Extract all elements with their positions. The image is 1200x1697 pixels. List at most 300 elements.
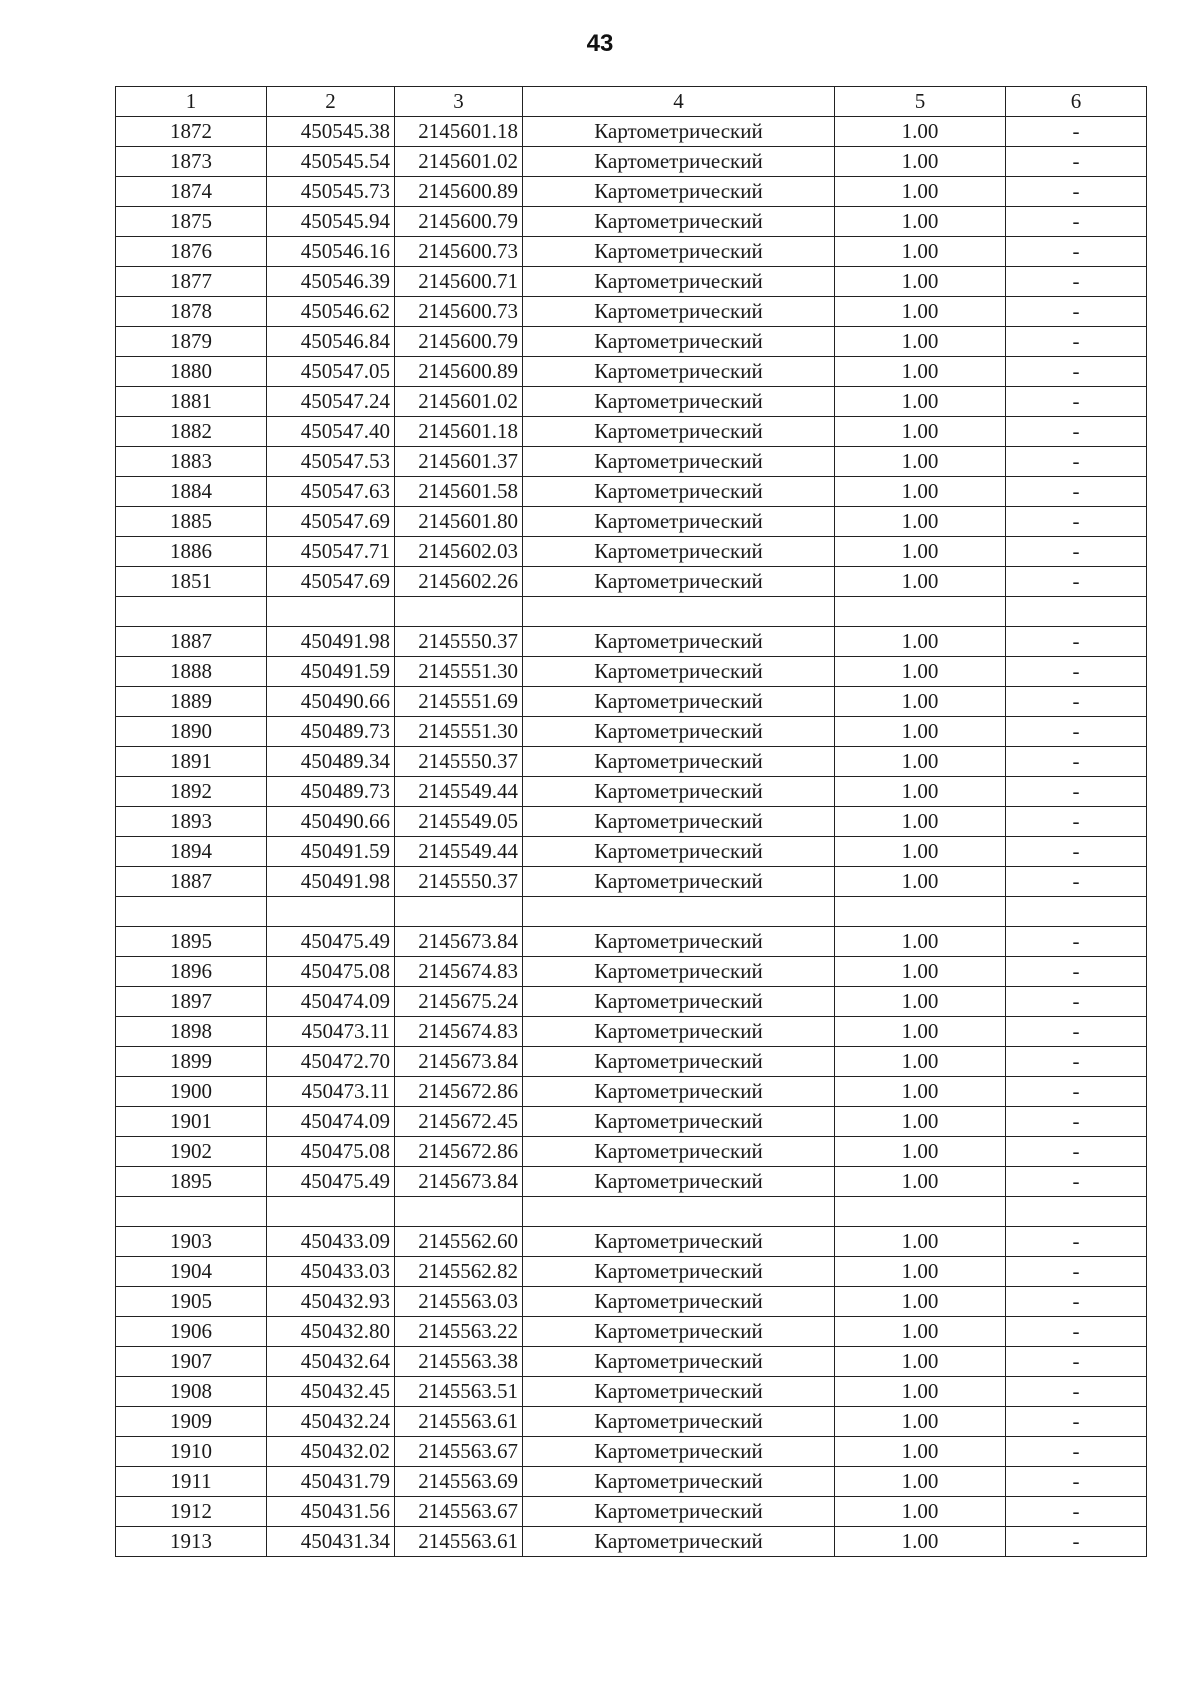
method-cell [523,897,835,927]
method-cell: Картометрический [523,1047,835,1077]
table-row [116,777,1147,807]
method-cell: Картометрический [523,1167,835,1197]
method-cell: Картометрический [523,1287,835,1317]
method-cell: Картометрический [523,567,835,597]
x-coordinate-cell: 450491.98 [267,867,395,897]
table-row [116,1497,1147,1527]
note-cell: - [1006,177,1147,207]
note-cell: - [1006,627,1147,657]
method-cell: Картометрический [523,327,835,357]
x-coordinate-cell: 450489.34 [267,747,395,777]
x-coordinate-cell: 450475.49 [267,1167,395,1197]
y-coordinate-cell: 2145549.44 [395,837,523,867]
point-number-cell: 1893 [116,807,267,837]
y-coordinate-cell: 2145602.26 [395,567,523,597]
table-row [116,147,1147,177]
note-cell: - [1006,687,1147,717]
note-cell: - [1006,237,1147,267]
point-number-cell: 1913 [116,1527,267,1557]
note-cell: - [1006,507,1147,537]
accuracy-cell: 1.00 [835,777,1006,807]
note-cell: - [1006,1467,1147,1497]
x-coordinate-cell [267,597,395,627]
x-coordinate-cell: 450475.49 [267,927,395,957]
table-row [116,1167,1147,1197]
y-coordinate-cell [395,597,523,627]
note-cell: - [1006,567,1147,597]
y-coordinate-cell: 2145674.83 [395,1017,523,1047]
x-coordinate-cell: 450546.39 [267,267,395,297]
accuracy-cell: 1.00 [835,147,1006,177]
method-cell: Картометрический [523,1527,835,1557]
table-row [116,837,1147,867]
point-number-cell: 1888 [116,657,267,687]
point-number-cell: 1873 [116,147,267,177]
table-row [116,1407,1147,1437]
table-row [116,957,1147,987]
accuracy-cell: 1.00 [835,237,1006,267]
table-row [116,1257,1147,1287]
y-coordinate-cell: 2145672.86 [395,1137,523,1167]
note-cell: - [1006,1107,1147,1137]
method-cell: Картометрический [523,957,835,987]
table-row [116,567,1147,597]
accuracy-cell: 1.00 [835,987,1006,1017]
method-cell: Картометрический [523,147,835,177]
y-coordinate-cell: 2145600.89 [395,177,523,207]
y-coordinate-cell: 2145563.61 [395,1527,523,1557]
point-number-cell [116,597,267,627]
y-coordinate-cell: 2145562.82 [395,1257,523,1287]
note-cell: - [1006,957,1147,987]
accuracy-cell: 1.00 [835,1467,1006,1497]
method-cell: Картометрический [523,1227,835,1257]
y-coordinate-cell: 2145562.60 [395,1227,523,1257]
table-row [116,537,1147,567]
accuracy-cell: 1.00 [835,327,1006,357]
accuracy-cell: 1.00 [835,717,1006,747]
note-cell: - [1006,1167,1147,1197]
y-coordinate-cell: 2145563.22 [395,1317,523,1347]
point-number-cell: 1912 [116,1497,267,1527]
note-cell: - [1006,1017,1147,1047]
point-number-cell: 1876 [116,237,267,267]
y-coordinate-cell: 2145601.58 [395,477,523,507]
table-row [116,1227,1147,1257]
table-row [116,297,1147,327]
method-cell: Картометрический [523,1137,835,1167]
note-cell: - [1006,1227,1147,1257]
accuracy-cell: 1.00 [835,1377,1006,1407]
y-coordinate-cell: 2145563.51 [395,1377,523,1407]
y-coordinate-cell: 2145674.83 [395,957,523,987]
point-number-cell: 1880 [116,357,267,387]
table-row [116,807,1147,837]
accuracy-cell: 1.00 [835,1407,1006,1437]
y-coordinate-cell: 2145675.24 [395,987,523,1017]
column-header-6: 6 [1006,87,1147,117]
accuracy-cell: 1.00 [835,1107,1006,1137]
x-coordinate-cell: 450432.24 [267,1407,395,1437]
table-row [116,1287,1147,1317]
method-cell: Картометрический [523,387,835,417]
y-coordinate-cell [395,897,523,927]
column-header-5: 5 [835,87,1006,117]
accuracy-cell: 1.00 [835,1077,1006,1107]
accuracy-cell: 1.00 [835,867,1006,897]
point-number-cell: 1886 [116,537,267,567]
table-row [116,1107,1147,1137]
method-cell: Картометрический [523,1077,835,1107]
note-cell: - [1006,1317,1147,1347]
method-cell: Картометрический [523,1437,835,1467]
table-row [116,357,1147,387]
coordinates-table [115,86,1147,1557]
y-coordinate-cell: 2145601.37 [395,447,523,477]
table-row [116,1527,1147,1557]
accuracy-cell: 1.00 [835,657,1006,687]
table-body [116,117,1147,1557]
method-cell: Картометрический [523,237,835,267]
method-cell: Картометрический [523,867,835,897]
note-cell [1006,897,1147,927]
point-number-cell: 1901 [116,1107,267,1137]
table-row [116,1437,1147,1467]
accuracy-cell: 1.00 [835,747,1006,777]
method-cell: Картометрический [523,927,835,957]
method-cell: Картометрический [523,177,835,207]
x-coordinate-cell: 450546.16 [267,237,395,267]
point-number-cell: 1896 [116,957,267,987]
x-coordinate-cell: 450547.69 [267,567,395,597]
y-coordinate-cell: 2145550.37 [395,867,523,897]
x-coordinate-cell: 450431.56 [267,1497,395,1527]
method-cell: Картометрический [523,837,835,867]
table-row [116,117,1147,147]
separator-row [116,897,1147,927]
accuracy-cell [835,1197,1006,1227]
method-cell: Картометрический [523,717,835,747]
x-coordinate-cell: 450546.84 [267,327,395,357]
y-coordinate-cell: 2145600.79 [395,207,523,237]
point-number-cell: 1885 [116,507,267,537]
y-coordinate-cell: 2145563.69 [395,1467,523,1497]
y-coordinate-cell: 2145601.02 [395,147,523,177]
table-row [116,207,1147,237]
table-row [116,867,1147,897]
point-number-cell: 1851 [116,567,267,597]
point-number-cell: 1911 [116,1467,267,1497]
point-number-cell: 1892 [116,777,267,807]
method-cell: Картометрический [523,747,835,777]
note-cell: - [1006,927,1147,957]
x-coordinate-cell: 450432.45 [267,1377,395,1407]
note-cell: - [1006,1527,1147,1557]
x-coordinate-cell: 450547.69 [267,507,395,537]
x-coordinate-cell: 450432.02 [267,1437,395,1467]
x-coordinate-cell: 450475.08 [267,957,395,987]
table-row [116,507,1147,537]
accuracy-cell: 1.00 [835,1257,1006,1287]
method-cell: Картометрический [523,1377,835,1407]
point-number-cell: 1903 [116,1227,267,1257]
table-row [116,327,1147,357]
y-coordinate-cell: 2145563.03 [395,1287,523,1317]
table-row [116,987,1147,1017]
method-cell: Картометрический [523,627,835,657]
point-number-cell: 1900 [116,1077,267,1107]
note-cell: - [1006,987,1147,1017]
x-coordinate-cell: 450547.05 [267,357,395,387]
accuracy-cell: 1.00 [835,1437,1006,1467]
method-cell: Картометрический [523,207,835,237]
point-number-cell [116,1197,267,1227]
table-row [116,237,1147,267]
y-coordinate-cell: 2145550.37 [395,627,523,657]
x-coordinate-cell: 450547.53 [267,447,395,477]
point-number-cell: 1898 [116,1017,267,1047]
y-coordinate-cell: 2145551.69 [395,687,523,717]
table-row [116,1347,1147,1377]
method-cell: Картометрический [523,1257,835,1287]
separator-row [116,597,1147,627]
note-cell: - [1006,1497,1147,1527]
y-coordinate-cell: 2145601.80 [395,507,523,537]
method-cell: Картометрический [523,1347,835,1377]
x-coordinate-cell: 450475.08 [267,1137,395,1167]
x-coordinate-cell: 450491.59 [267,837,395,867]
point-number-cell: 1887 [116,867,267,897]
accuracy-cell: 1.00 [835,267,1006,297]
y-coordinate-cell: 2145601.18 [395,417,523,447]
point-number-cell: 1907 [116,1347,267,1377]
point-number-cell: 1895 [116,1167,267,1197]
accuracy-cell: 1.00 [835,957,1006,987]
table-row [116,927,1147,957]
point-number-cell: 1879 [116,327,267,357]
note-cell [1006,597,1147,627]
accuracy-cell: 1.00 [835,927,1006,957]
method-cell: Картометрический [523,1407,835,1437]
y-coordinate-cell: 2145600.89 [395,357,523,387]
x-coordinate-cell: 450433.03 [267,1257,395,1287]
table-row [116,417,1147,447]
accuracy-cell: 1.00 [835,627,1006,657]
x-coordinate-cell: 450474.09 [267,987,395,1017]
point-number-cell: 1895 [116,927,267,957]
x-coordinate-cell: 450431.79 [267,1467,395,1497]
y-coordinate-cell: 2145673.84 [395,1047,523,1077]
point-number-cell: 1891 [116,747,267,777]
note-cell: - [1006,147,1147,177]
point-number-cell: 1902 [116,1137,267,1167]
x-coordinate-cell: 450545.38 [267,117,395,147]
accuracy-cell: 1.00 [835,567,1006,597]
x-coordinate-cell: 450545.94 [267,207,395,237]
note-cell: - [1006,267,1147,297]
accuracy-cell: 1.00 [835,477,1006,507]
x-coordinate-cell: 450490.66 [267,687,395,717]
y-coordinate-cell: 2145600.73 [395,297,523,327]
x-coordinate-cell: 450545.54 [267,147,395,177]
table-row [116,177,1147,207]
accuracy-cell [835,597,1006,627]
point-number-cell: 1877 [116,267,267,297]
header-row [116,87,1147,117]
note-cell: - [1006,297,1147,327]
accuracy-cell: 1.00 [835,687,1006,717]
note-cell: - [1006,807,1147,837]
note-cell: - [1006,777,1147,807]
table-row [116,1017,1147,1047]
table-row [116,267,1147,297]
table-row [116,717,1147,747]
note-cell: - [1006,747,1147,777]
method-cell: Картометрический [523,1317,835,1347]
point-number-cell: 1874 [116,177,267,207]
y-coordinate-cell: 2145672.86 [395,1077,523,1107]
point-number-cell: 1905 [116,1287,267,1317]
note-cell: - [1006,1347,1147,1377]
accuracy-cell: 1.00 [835,1287,1006,1317]
point-number-cell: 1872 [116,117,267,147]
x-coordinate-cell: 450545.73 [267,177,395,207]
y-coordinate-cell: 2145551.30 [395,657,523,687]
point-number-cell: 1908 [116,1377,267,1407]
y-coordinate-cell: 2145563.67 [395,1497,523,1527]
accuracy-cell: 1.00 [835,1167,1006,1197]
x-coordinate-cell: 450546.62 [267,297,395,327]
y-coordinate-cell: 2145551.30 [395,717,523,747]
method-cell [523,1197,835,1227]
page-number: 43 [586,30,614,57]
accuracy-cell: 1.00 [835,507,1006,537]
table-row [116,477,1147,507]
accuracy-cell: 1.00 [835,1137,1006,1167]
note-cell: - [1006,1437,1147,1467]
point-number-cell: 1904 [116,1257,267,1287]
method-cell: Картометрический [523,297,835,327]
column-header-2: 2 [267,87,395,117]
table-row [116,447,1147,477]
accuracy-cell: 1.00 [835,177,1006,207]
x-coordinate-cell: 450547.63 [267,477,395,507]
table-row [116,387,1147,417]
note-cell: - [1006,1257,1147,1287]
y-coordinate-cell: 2145601.18 [395,117,523,147]
method-cell: Картометрический [523,657,835,687]
accuracy-cell: 1.00 [835,357,1006,387]
x-coordinate-cell: 450547.71 [267,537,395,567]
column-header-4: 4 [523,87,835,117]
x-coordinate-cell: 450432.93 [267,1287,395,1317]
accuracy-cell: 1.00 [835,1317,1006,1347]
point-number-cell: 1875 [116,207,267,237]
x-coordinate-cell: 450547.40 [267,417,395,447]
accuracy-cell: 1.00 [835,1227,1006,1257]
x-coordinate-cell: 450432.64 [267,1347,395,1377]
point-number-cell: 1884 [116,477,267,507]
accuracy-cell: 1.00 [835,1497,1006,1527]
method-cell: Картометрический [523,477,835,507]
x-coordinate-cell: 450547.24 [267,387,395,417]
accuracy-cell: 1.00 [835,1017,1006,1047]
note-cell: - [1006,537,1147,567]
accuracy-cell: 1.00 [835,1347,1006,1377]
table-row [116,1047,1147,1077]
method-cell: Картометрический [523,777,835,807]
accuracy-cell: 1.00 [835,117,1006,147]
method-cell: Картометрический [523,537,835,567]
accuracy-cell: 1.00 [835,207,1006,237]
method-cell: Картометрический [523,507,835,537]
x-coordinate-cell: 450473.11 [267,1017,395,1047]
point-number-cell: 1897 [116,987,267,1017]
method-cell: Картометрический [523,1497,835,1527]
point-number-cell: 1910 [116,1437,267,1467]
accuracy-cell: 1.00 [835,807,1006,837]
note-cell: - [1006,1047,1147,1077]
note-cell: - [1006,1407,1147,1437]
note-cell: - [1006,327,1147,357]
note-cell: - [1006,447,1147,477]
note-cell: - [1006,117,1147,147]
method-cell: Картометрический [523,267,835,297]
note-cell: - [1006,357,1147,387]
x-coordinate-cell: 450433.09 [267,1227,395,1257]
accuracy-cell: 1.00 [835,447,1006,477]
method-cell: Картометрический [523,357,835,387]
y-coordinate-cell: 2145600.71 [395,267,523,297]
point-number-cell: 1909 [116,1407,267,1437]
y-coordinate-cell: 2145600.73 [395,237,523,267]
note-cell [1006,1197,1147,1227]
y-coordinate-cell: 2145602.03 [395,537,523,567]
method-cell: Картометрический [523,1017,835,1047]
point-number-cell [116,897,267,927]
x-coordinate-cell: 450491.98 [267,627,395,657]
y-coordinate-cell: 2145549.44 [395,777,523,807]
method-cell: Картометрический [523,1467,835,1497]
x-coordinate-cell: 450473.11 [267,1077,395,1107]
accuracy-cell: 1.00 [835,1527,1006,1557]
method-cell: Картометрический [523,447,835,477]
note-cell: - [1006,207,1147,237]
x-coordinate-cell: 450491.59 [267,657,395,687]
note-cell: - [1006,387,1147,417]
accuracy-cell: 1.00 [835,1047,1006,1077]
point-number-cell: 1889 [116,687,267,717]
x-coordinate-cell [267,897,395,927]
y-coordinate-cell: 2145563.67 [395,1437,523,1467]
table-row [116,1377,1147,1407]
y-coordinate-cell [395,1197,523,1227]
table-row [116,657,1147,687]
point-number-cell: 1883 [116,447,267,477]
method-cell: Картометрический [523,1107,835,1137]
y-coordinate-cell: 2145600.79 [395,327,523,357]
point-number-cell: 1881 [116,387,267,417]
y-coordinate-cell: 2145563.38 [395,1347,523,1377]
point-number-cell: 1906 [116,1317,267,1347]
separator-row [116,1197,1147,1227]
y-coordinate-cell: 2145601.02 [395,387,523,417]
point-number-cell: 1890 [116,717,267,747]
y-coordinate-cell: 2145673.84 [395,927,523,957]
table-row [116,1317,1147,1347]
table-row [116,1137,1147,1167]
x-coordinate-cell: 450489.73 [267,717,395,747]
